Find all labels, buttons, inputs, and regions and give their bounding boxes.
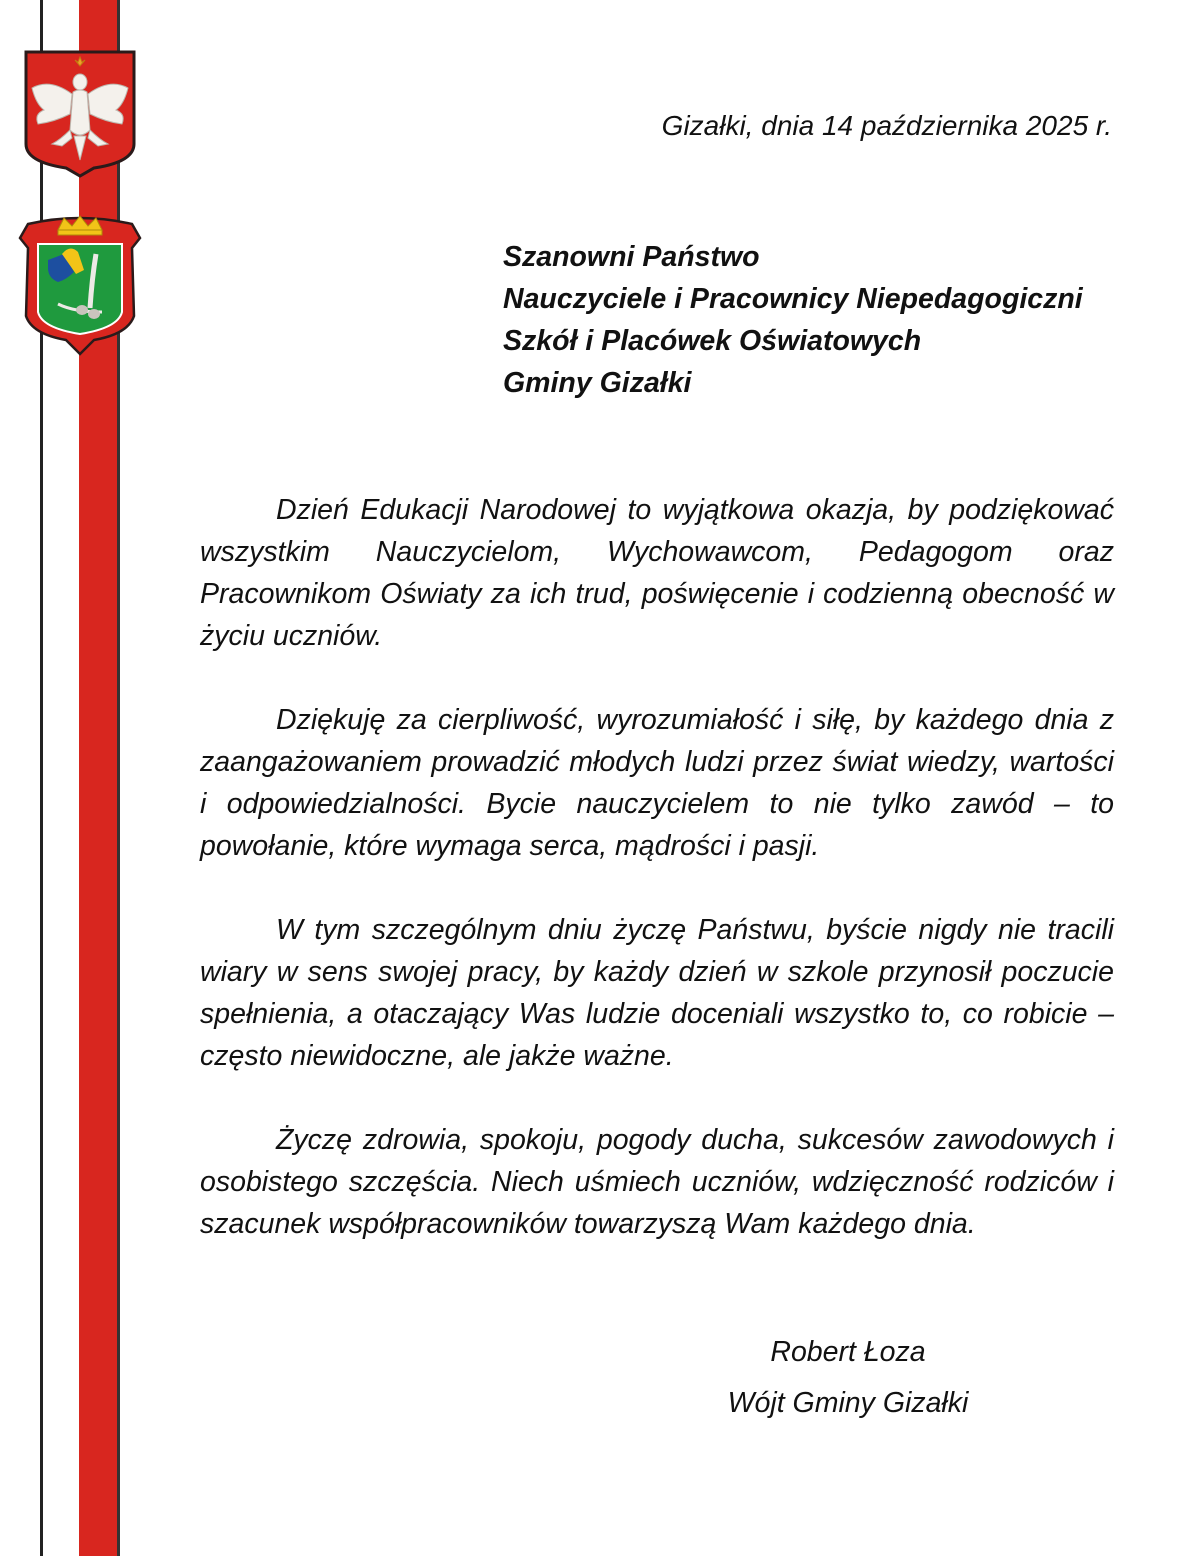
- signatory-title: Wójt Gminy Gizałki: [727, 1387, 969, 1419]
- addressee-line: Gminy Gizałki: [503, 367, 692, 399]
- signatory-name: Robert Łoza: [770, 1336, 926, 1368]
- letter-paragraph: Życzę zdrowia, spokoju, pogody ducha, sukcesów zawodowych i osobistego szczęścia. Niech uśmiech uczniów, wdzięczność rodziców i szacunek współpracowników towarzyszą Wam każdego dnia.: [200, 1124, 1114, 1240]
- letter-body: [200, 489, 1114, 1287]
- polish-white-eagle-icon: [22, 48, 138, 178]
- gizalki-coat-of-arms-icon: [18, 208, 142, 358]
- letter-paragraph: Dzień Edukacji Narodowej to wyjątkowa okazja, by podziękować wszystkim Nauczycielom, Wychowawcom, Pedagogom oraz Pracownikom Oświaty za ich trud, poświęcenie i codzienną obecność w życiu uczniów.: [200, 494, 1114, 652]
- place-and-date: Gizałki, dnia 14 października 2025 r.: [661, 110, 1112, 141]
- addressee-line: Nauczyciele i Pracownicy Niepedagogiczni: [503, 283, 1083, 315]
- letter-paragraph: W tym szczególnym dniu życzę Państwu, byście nigdy nie tracili wiary w sens swojej pracy, by każdy dzień w szkole przynosił poczucie spełnienia, a otaczający Was ludzie doceniali wszystko to, co robicie – często niewidoczne, ale jakże ważne.: [200, 914, 1114, 1072]
- addressee-block: [503, 236, 1083, 404]
- letter-paragraph: Dziękuję za cierpliwość, wyrozumiałość i siłę, by każdego dnia z zaangażowaniem prowadzić młodych ludzi przez świat wiedzy, wartości i odpowiedzialności. Bycie nauczycielem to nie tylko zawód – to powołanie, które wymaga serca, mądrości i pasji.: [200, 704, 1114, 862]
- addressee-line: Szanowni Państwo: [503, 241, 760, 273]
- signature-block: [690, 1330, 1006, 1432]
- addressee-line: Szkół i Placówek Oświatowych: [503, 325, 922, 357]
